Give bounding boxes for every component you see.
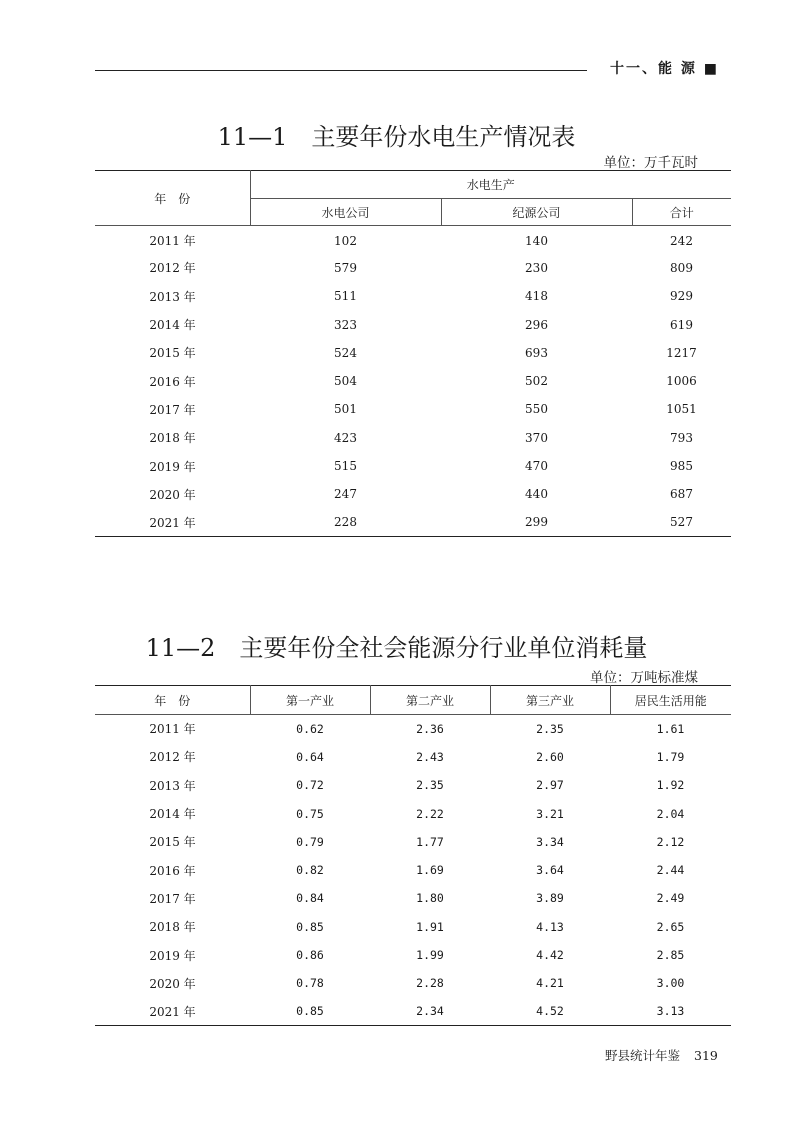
value-cell: 1.91 [416, 919, 444, 934]
value-cell: 985 [670, 459, 693, 474]
value-cell: 809 [670, 260, 693, 275]
value-cell: 299 [525, 515, 548, 530]
value-cell: 0.84 [296, 891, 324, 906]
value-cell: 2.85 [656, 948, 685, 963]
column-header: 纪源公司 [441, 199, 632, 226]
value-cell: 527 [670, 515, 693, 530]
value-cell: 2.49 [656, 891, 685, 906]
value-cell: 242 [670, 233, 693, 248]
value-cell: 2.35 [416, 778, 444, 793]
table-row [95, 254, 731, 282]
table2-title: 11—2 主要年份全社会能源分行业单位消耗量 [145, 634, 648, 662]
table2-unit: 单位：万吨标准煤 [590, 670, 698, 686]
table-row [95, 508, 731, 536]
table-row [95, 715, 731, 743]
value-cell: 619 [670, 317, 693, 332]
value-cell: 550 [525, 402, 548, 417]
table-row [95, 828, 731, 856]
hydropower-table [95, 170, 731, 537]
year-header: 年 份 [95, 171, 250, 226]
value-cell: 2.35 [536, 721, 564, 736]
value-cell: 1051 [666, 402, 697, 417]
value-cell: 687 [670, 487, 693, 502]
table-row [95, 395, 731, 423]
value-cell: 579 [334, 260, 357, 275]
value-cell: 524 [334, 345, 357, 360]
value-cell: 0.75 [296, 806, 324, 821]
value-cell: 2.22 [416, 806, 444, 821]
value-cell: 228 [334, 515, 357, 530]
table-row [95, 226, 731, 254]
value-cell: 102 [334, 233, 357, 248]
column-header: 水电公司 [250, 199, 441, 226]
value-cell: 247 [334, 487, 357, 502]
value-cell: 2.12 [656, 834, 685, 849]
year-header: 年 份 [95, 686, 250, 715]
column-header: 第二产业 [370, 686, 490, 715]
table-row [95, 997, 731, 1025]
table1-unit: 单位：万千瓦时 [603, 155, 698, 171]
table-row [95, 969, 731, 997]
year-cell: 2017 年 [149, 402, 196, 417]
value-cell: 1.80 [416, 891, 444, 906]
value-cell: 140 [525, 233, 548, 248]
year-cell: 2014 年 [149, 807, 196, 822]
value-cell: 0.86 [296, 948, 324, 963]
section-header: 十一、能 源 ■ [610, 61, 719, 77]
column-header: 第三产业 [490, 686, 610, 715]
year-cell: 2012 年 [149, 750, 196, 765]
year-cell: 2017 年 [149, 891, 196, 906]
value-cell: 470 [525, 459, 548, 474]
energy-consumption-table [95, 685, 731, 1026]
value-cell: 1006 [666, 374, 697, 389]
header-rule [95, 70, 587, 71]
table-row [95, 856, 731, 884]
year-cell: 2021 年 [149, 515, 196, 530]
value-cell: 502 [525, 374, 548, 389]
year-cell: 2019 年 [149, 459, 196, 474]
year-cell: 2011 年 [149, 234, 196, 249]
year-cell: 2016 年 [149, 374, 196, 389]
value-cell: 230 [525, 260, 548, 275]
value-cell: 4.21 [536, 976, 564, 991]
table-row [95, 339, 731, 367]
value-cell: 1.79 [656, 749, 685, 764]
value-cell: 4.52 [536, 1004, 564, 1019]
table-row [95, 480, 731, 508]
year-cell: 2019 年 [149, 948, 196, 963]
year-cell: 2016 年 [149, 863, 196, 878]
year-cell: 2020 年 [149, 976, 196, 991]
value-cell: 1.77 [416, 834, 444, 849]
table-row [95, 310, 731, 338]
page-number: 319 [694, 1048, 718, 1063]
table-row [95, 799, 731, 827]
year-cell: 2018 年 [149, 431, 196, 446]
value-cell: 1.92 [656, 778, 685, 793]
table-row [95, 884, 731, 912]
value-cell: 3.21 [536, 806, 564, 821]
value-cell: 3.13 [656, 1004, 685, 1019]
value-cell: 504 [334, 374, 357, 389]
table-row [95, 913, 731, 941]
column-header: 第一产业 [250, 686, 370, 715]
table-row [95, 282, 731, 310]
table-row [95, 941, 731, 969]
value-cell: 2.44 [656, 863, 685, 878]
value-cell: 929 [670, 289, 693, 304]
value-cell: 0.79 [296, 834, 324, 849]
value-cell: 793 [670, 430, 693, 445]
value-cell: 4.13 [536, 919, 564, 934]
value-cell: 2.97 [536, 778, 564, 793]
column-header: 合计 [632, 199, 731, 226]
year-cell: 2015 年 [149, 835, 196, 850]
value-cell: 323 [334, 317, 357, 332]
value-cell: 511 [334, 289, 357, 304]
value-cell: 423 [334, 430, 357, 445]
column-header: 居民生活用能 [610, 686, 731, 715]
value-cell: 2.43 [416, 749, 444, 764]
year-cell: 2014 年 [149, 318, 196, 333]
year-cell: 2015 年 [149, 346, 196, 361]
value-cell: 0.85 [296, 1004, 324, 1019]
page-footer [605, 1046, 718, 1064]
group-header: 水电生产 [250, 171, 731, 199]
value-cell: 1217 [666, 345, 697, 360]
value-cell: 1.69 [416, 863, 444, 878]
table-row [95, 452, 731, 480]
year-cell: 2011 年 [149, 722, 196, 737]
year-cell: 2013 年 [149, 778, 196, 793]
year-cell: 2020 年 [149, 487, 196, 502]
table-row [95, 771, 731, 799]
value-cell: 440 [525, 487, 548, 502]
value-cell: 3.89 [536, 891, 564, 906]
value-cell: 296 [525, 317, 548, 332]
value-cell: 3.00 [656, 976, 685, 991]
value-cell: 2.34 [416, 1004, 444, 1019]
year-cell: 2021 年 [149, 1004, 196, 1019]
value-cell: 3.64 [536, 863, 564, 878]
year-cell: 2013 年 [149, 289, 196, 304]
value-cell: 0.62 [296, 721, 324, 736]
value-cell: 0.64 [296, 749, 324, 764]
year-cell: 2018 年 [149, 920, 196, 935]
value-cell: 1.61 [656, 721, 685, 736]
value-cell: 0.82 [296, 863, 324, 878]
value-cell: 2.60 [536, 749, 564, 764]
value-cell: 0.85 [296, 919, 324, 934]
value-cell: 3.34 [536, 834, 564, 849]
value-cell: 693 [525, 345, 548, 360]
value-cell: 501 [334, 402, 357, 417]
value-cell: 0.78 [296, 976, 324, 991]
value-cell: 2.28 [416, 976, 444, 991]
value-cell: 2.04 [656, 806, 685, 821]
table-row [95, 367, 731, 395]
value-cell: 0.72 [296, 778, 324, 793]
value-cell: 2.65 [656, 919, 685, 934]
table-row [95, 424, 731, 452]
value-cell: 2.36 [416, 721, 444, 736]
book-title: 野县统计年鉴 [605, 1048, 681, 1063]
value-cell: 515 [334, 459, 357, 474]
value-cell: 418 [525, 289, 548, 304]
table-row [95, 743, 731, 771]
year-cell: 2012 年 [149, 261, 196, 276]
value-cell: 4.42 [536, 948, 564, 963]
value-cell: 1.99 [416, 948, 444, 963]
value-cell: 370 [525, 430, 548, 445]
table1-title: 11—1 主要年份水电生产情况表 [217, 123, 576, 151]
